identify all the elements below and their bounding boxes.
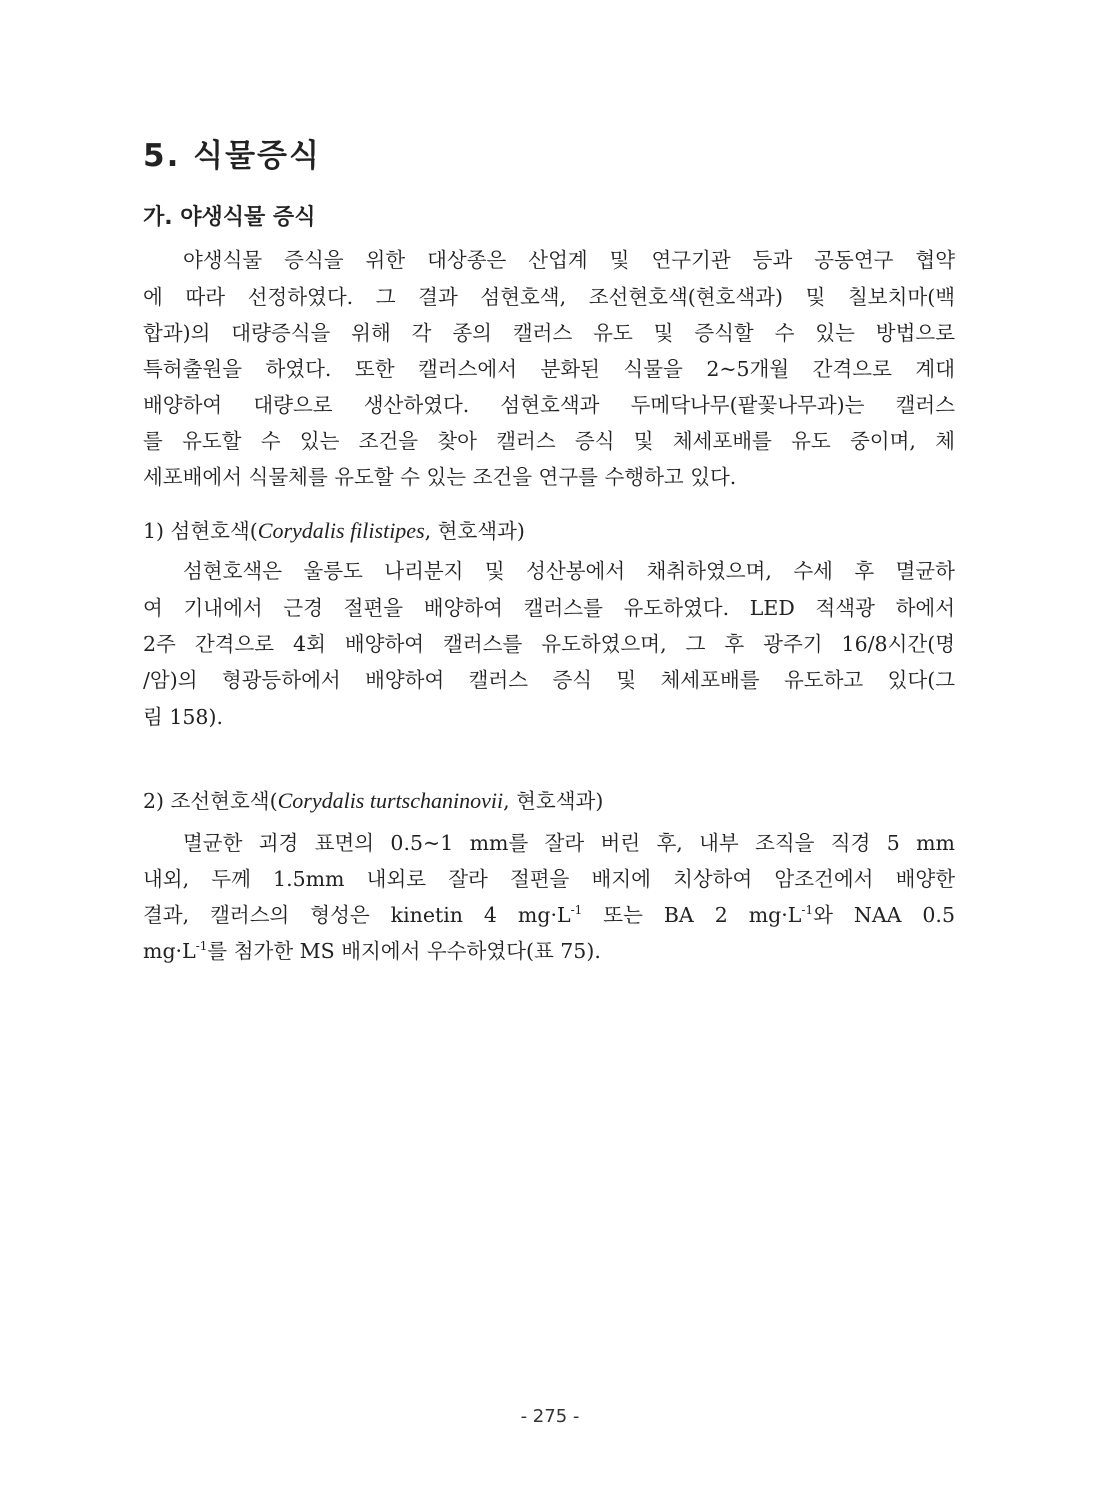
intro-paragraph-line: 에 따라 선정하였다. 그 결과 섬현호색, 조선현호색(현호색과) 및 칠보치마(백 xyxy=(143,285,955,309)
species-heading-suffix: , 현호색과) xyxy=(424,519,525,543)
superscript: -1 xyxy=(195,939,208,953)
text-run: 또는 BA 2 mg·L xyxy=(582,903,802,927)
section2-paragraph-line: 멸균한 괴경 표면의 0.5~1 mm를 잘라 버린 후, 내부 조직을 직경 5 mm xyxy=(183,831,955,855)
page-number: - 275 - xyxy=(520,1406,580,1427)
section1-paragraph-line: /암)의 형광등하에서 배양하여 캘러스 증식 및 체세포배를 유도하고 있다(그 xyxy=(143,668,955,692)
intro-paragraph-line: 배양하여 대량으로 생산하였다. 섬현호색과 두메닥나무(팥꽃나무과)는 캘러스 xyxy=(143,393,955,417)
intro-paragraph-line: 세포배에서 식물체를 유도할 수 있는 조건을 연구를 수행하고 있다. xyxy=(143,465,737,489)
intro-paragraph-line: 를 유도할 수 있는 조건을 찾아 캘러스 증식 및 체세포배를 유도 중이며, 체 xyxy=(143,429,955,453)
species-heading-prefix: 1) 섬현호색( xyxy=(143,519,258,543)
intro-paragraph-line: 합과)의 대량증식을 위해 각 종의 캘러스 유도 및 증식할 수 있는 방법으로 xyxy=(143,321,955,345)
section1-paragraph-line: 림 158). xyxy=(143,705,223,729)
text-run: mg·L xyxy=(143,939,196,963)
section1-paragraph-line: 여 기내에서 근경 절편을 배양하여 캘러스를 유도하였다. LED 적색광 하에서 xyxy=(143,596,955,620)
section2-paragraph-line xyxy=(143,900,955,930)
text-run: 결과, 캘러스의 형성은 kinetin 4 mg·L xyxy=(143,903,571,927)
section2-paragraph-line: 내외, 두께 1.5mm 내외로 잘라 절편을 배지에 치상하여 암조건에서 배양한 xyxy=(143,867,955,891)
section1-paragraph-line: 2주 간격으로 4회 배양하여 캘러스를 유도하였으며, 그 후 광주기 16/8시간(명 xyxy=(143,632,955,656)
scientific-name: Corydalis filistipes xyxy=(257,518,425,543)
section-heading: 5. 식물증식 xyxy=(143,138,321,174)
section1-paragraph-line: 섬현호색은 울릉도 나리분지 및 성산봉에서 채취하였으며, 수세 후 멸균하 xyxy=(183,559,955,583)
species-heading-1 xyxy=(143,516,525,546)
text-run: 와 NAA 0.5 xyxy=(813,903,955,927)
scientific-name: Corydalis turtschaninovii xyxy=(277,788,504,813)
intro-paragraph-line: 야생식물 증식을 위한 대상종은 산업계 및 연구기관 등과 공동연구 협약 xyxy=(183,248,955,272)
section2-paragraph-line xyxy=(143,936,955,966)
species-heading-suffix: , 현호색과) xyxy=(503,789,604,813)
species-heading-2 xyxy=(143,786,603,816)
superscript: -1 xyxy=(801,903,814,917)
text-run: 를 첨가한 MS 배지에서 우수하였다(표 75). xyxy=(207,939,601,963)
species-heading-prefix: 2) 조선현호색( xyxy=(143,789,278,813)
subsection-heading: 가. 야생식물 증식 xyxy=(143,205,316,230)
superscript: -1 xyxy=(570,903,583,917)
intro-paragraph-line: 특허출원을 하였다. 또한 캘러스에서 분화된 식물을 2~5개월 간격으로 계대 xyxy=(143,357,955,381)
